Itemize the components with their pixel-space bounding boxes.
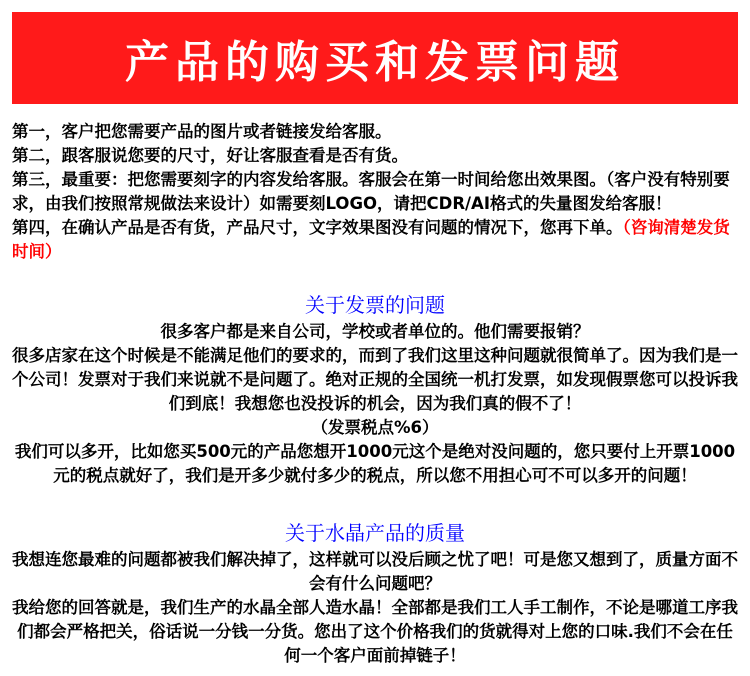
quality-section-body	[10, 548, 740, 668]
quality-paragraph-1: 我想连您最难的问题都被我们解决掉了，这样就可以没后顾之忧了吧！可是您又想到了，质量方面不会有什么问题吧？	[12, 550, 738, 593]
invoice-paragraph: 很多店家在这个时候是不能满足他们的要求的，而到了我们这里这种问题就很简单了。因为我们是一个公司！发票对于我们来说就不是问题了。绝对正规的全国统一机打发票，如发现假票您可以投诉我们到底！我想您也没投诉的机会，因为我们真的假不了！	[12, 346, 738, 413]
step-4-note: （咨询清楚发货时间）	[12, 218, 730, 261]
step-4	[12, 216, 740, 264]
quality-section-title: 关于水晶产品的质量	[285, 521, 465, 545]
invoice-tax-point: （发票税点%6）	[311, 418, 439, 437]
step-3: 第三，最重要：把您需要刻字的内容发给客服。客服会在第一时间给您出效果图。（客户没有特别要求，由我们按照常规做法来设计）如需要刻LOGO，请把CDR/AI格式的失量图发给客服！	[12, 170, 730, 213]
quality-paragraph-2: 我给您的回答就是，我们生产的水晶全部人造水晶！全部都是我们工人手工制作，不论是哪道工序我们都会严格把关，俗话说一分钱一分货。您出了这个价格我们的货就得对上您的口味.我们不会在任何一个客户面前掉链子！	[12, 598, 738, 665]
step-1: 第一，客户把您需要产品的图片或者链接发给客服。	[12, 122, 392, 141]
invoice-section-body	[10, 320, 740, 488]
invoice-line-1: 很多客户都是来自公司，学校或者单位的。他们需要报销？	[160, 322, 590, 341]
purchase-steps	[12, 120, 740, 264]
invoice-paragraph-2: 我们可以多开，比如您买500元的产品您想开1000元这个是绝对没问题的，您只要付上开票1000元的税点就好了，我们是开多少就付多少的税点，所以您不用担心可不可以多开的问题！	[14, 442, 736, 485]
step-2: 第二，跟客服说您要的尺寸，好让客服查看是否有货。	[12, 146, 408, 165]
step-4-text: 第四，在确认产品是否有货，产品尺寸，文字效果图没有问题的情况下，您再下单。	[12, 218, 623, 237]
invoice-section-title: 关于发票的问题	[305, 293, 445, 317]
title-banner	[12, 12, 738, 104]
banner-title: 产品的购买和发票问题	[125, 37, 625, 88]
